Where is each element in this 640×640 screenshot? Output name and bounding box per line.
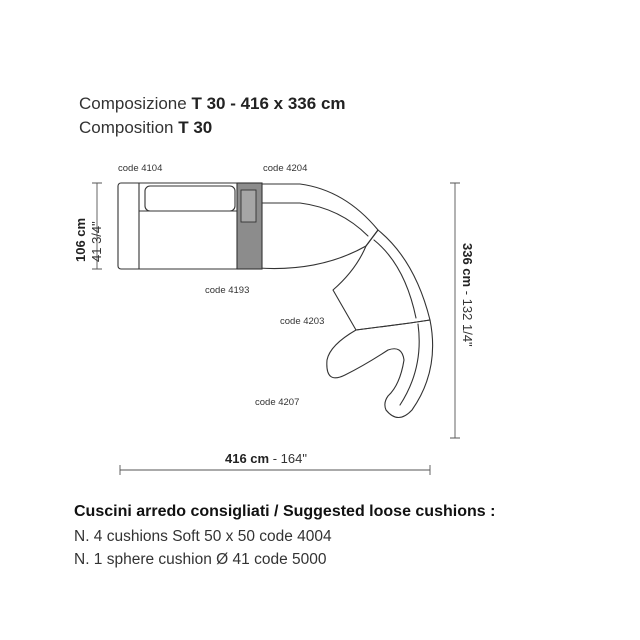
cushions-line-sphere: N. 1 sphere cushion Ø 41 code 5000 (74, 551, 327, 568)
code-label-4203: code 4203 (280, 316, 325, 327)
depth-inches-label (89, 221, 104, 262)
cushions-line-soft: N. 4 cushions Soft 50 x 50 code 4004 (74, 528, 332, 545)
code-label-4104: code 4104 (118, 163, 163, 174)
depth-cm: 106 cm (73, 217, 88, 262)
title-it-prefix: Composizione (79, 94, 187, 113)
depth-dimension-label (73, 218, 88, 262)
module-4104-outline (118, 183, 239, 269)
code-label-4207: code 4207 (255, 397, 300, 408)
module-4193 (237, 183, 262, 269)
code-label-4193: code 4193 (205, 285, 250, 296)
width-dimension-label: 416 cm - 164" (225, 451, 307, 466)
height-dimension-label: 336 cm - 132 1/4" (460, 243, 475, 347)
module-4207-outline (327, 320, 433, 418)
title-en-bold: T 30 (178, 118, 213, 137)
module-4204-outline (258, 184, 378, 269)
module-4204-backrest (262, 203, 368, 236)
module-4203-backrest (374, 240, 416, 318)
width-in: 164" (280, 451, 307, 466)
title-it-bold: T 30 - 416 x 336 cm (191, 94, 346, 113)
height-cm: 336 cm (460, 243, 475, 288)
code-label-4204: code 4204 (263, 163, 308, 174)
module-4104-backrest (145, 186, 235, 211)
depth-in: 41 3/4" (89, 221, 104, 262)
width-cm: 416 cm (225, 451, 270, 466)
height-in: 132 1/4" (460, 298, 475, 347)
title-en-prefix: Composition (79, 118, 174, 137)
cushions-title: Cuscini arredo consigliati / Suggested loose cushions : (74, 503, 496, 520)
module-4193-tray (241, 190, 256, 222)
